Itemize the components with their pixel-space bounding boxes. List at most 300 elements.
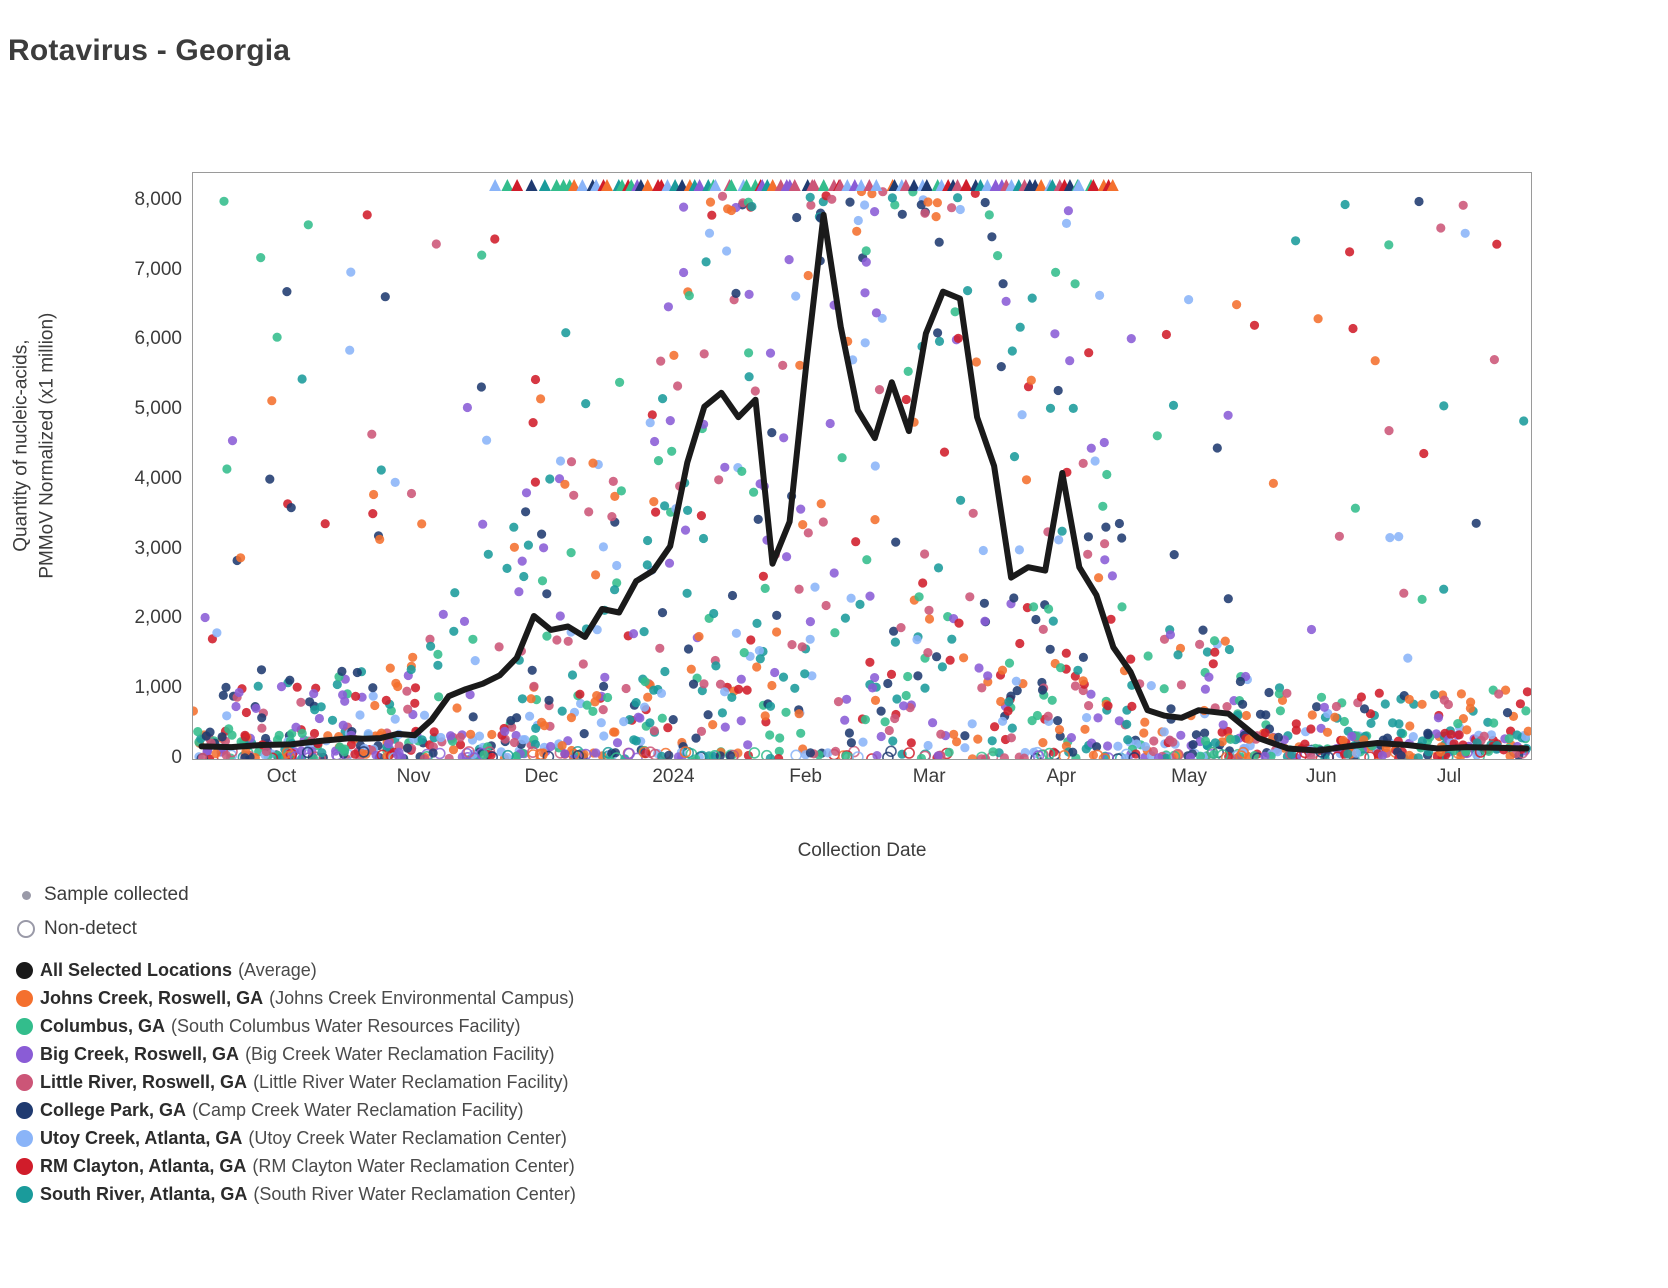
sample-point [767,681,776,690]
series-legend-item[interactable] [8,956,908,984]
series-color-swatch [8,1018,40,1035]
sample-point [965,592,974,601]
sample-point [1005,659,1014,668]
sample-point [752,619,761,628]
sample-point [840,716,849,725]
sample-point [1394,719,1403,728]
sample-point [531,375,540,384]
page-title: Rotavirus - Georgia [8,34,291,67]
marker-legend-label: Non-detect [44,918,137,939]
sample-point [538,576,547,585]
sample-point [641,677,650,686]
sample-point [417,519,426,528]
sample-point [622,684,631,693]
sample-point [704,710,713,719]
sample-point [872,751,881,759]
sample-point [1461,229,1470,238]
sample-point [254,682,263,691]
sample-point [1084,701,1093,710]
sample-point [706,198,715,207]
sample-point [697,511,706,520]
series-legend [8,956,908,1208]
sample-point [772,627,781,636]
sample-point [632,736,641,745]
sample-point [959,653,968,662]
sample-point [749,488,758,497]
sample-point [353,668,362,677]
sample-point [615,378,624,387]
sample-point [471,656,480,665]
sample-point [433,661,442,670]
sample-point [1282,689,1291,698]
sample-point [779,673,788,682]
sample-point [727,206,736,215]
sample-point [219,197,228,206]
sample-point [1122,720,1131,729]
sample-point [1176,731,1185,740]
sample-point [368,683,377,692]
sample-point [1242,711,1251,720]
sample-point [536,394,545,403]
sample-point [597,718,606,727]
chart-plot-area[interactable] [192,172,1532,760]
sample-point [1439,585,1448,594]
sample-point [817,499,826,508]
sample-point [1341,200,1350,209]
sample-point [1160,684,1169,693]
sample-point [386,664,395,673]
sample-point [463,403,472,412]
sample-point [898,210,907,219]
sample-point [599,731,608,740]
sample-point [806,617,815,626]
x-axis-tick-label: 2024 [652,766,695,787]
sample-point [1080,725,1089,734]
sample-point [766,349,775,358]
sample-point [810,583,819,592]
x-axis-tick-label: Apr [1046,766,1077,787]
sample-point [1103,701,1112,710]
sample-point [519,572,528,581]
sample-point [1008,346,1017,355]
sample-point [998,666,1007,675]
sample-point [512,713,521,722]
x-axis-tick-label: May [1171,766,1208,787]
sample-point [221,683,230,692]
sample-point [956,496,965,505]
sample-point [915,592,924,601]
sample-point [1222,702,1231,711]
sample-point [854,216,863,225]
sample-point [920,549,929,558]
sample-point [963,286,972,295]
sample-point [531,478,540,487]
series-legend-item[interactable] [8,1068,908,1096]
sample-point [977,683,986,692]
series-color-swatch [8,962,40,979]
sample-point [591,570,600,579]
non-detect-point [886,746,896,756]
series-legend-item[interactable] [8,1096,908,1124]
sample-point [282,287,291,296]
sample-point [1444,700,1453,709]
sample-point [1457,689,1466,698]
sample-point [1224,594,1233,603]
sample-point [1054,535,1063,544]
sample-point [1307,625,1316,634]
sample-point [367,430,376,439]
sample-point [1009,593,1018,602]
sample-point [1087,444,1096,453]
sample-point [722,246,731,255]
sample-point [737,675,746,684]
sample-point [806,635,815,644]
sample-point [1306,724,1315,733]
sample-point [885,726,894,735]
sample-point [1039,625,1048,634]
sample-point [870,515,879,524]
sample-point [1489,718,1498,727]
sample-point [1384,240,1393,249]
sample-point [537,530,546,539]
sample-point [1102,470,1111,479]
sample-point [527,694,536,703]
sample-point [257,724,266,733]
series-legend-item[interactable] [8,1040,908,1068]
sample-point [1095,291,1104,300]
sample-point [714,475,723,484]
sample-point [377,465,386,474]
sample-point [1046,645,1055,654]
sample-point [781,708,790,717]
sample-point [640,627,649,636]
sample-point [1250,321,1259,330]
sample-point [1352,749,1361,758]
x-axis-title: Collection Date [797,840,927,861]
sample-point [888,193,897,202]
sample-point [912,635,921,644]
sample-point [651,508,660,517]
sample-point [1516,699,1525,708]
sample-point [1480,732,1489,741]
detection-triangle-marker [511,179,523,191]
sample-point [1210,648,1219,657]
sample-point [708,720,717,729]
sample-point [819,517,828,526]
sample-point [1033,711,1042,720]
sample-point [778,361,787,370]
sample-point [1064,206,1073,215]
sample-point [222,464,231,473]
sample-point [663,723,672,732]
sample-point [727,693,736,702]
sample-point [384,739,393,748]
sample-point [1224,411,1233,420]
series-legend-item[interactable] [8,1012,908,1040]
sample-point [947,635,956,644]
marker-legend-item[interactable] [8,912,708,946]
sample-collected-icon [8,891,44,900]
sample-point [1320,703,1329,712]
series-color-swatch [8,1186,40,1203]
sample-point [579,659,588,668]
sample-point [689,680,698,689]
sample-point [1071,279,1080,288]
sample-point [665,559,674,568]
sample-point [1492,240,1501,249]
sample-point [847,738,856,747]
sample-point [321,519,330,528]
sample-point [1093,713,1102,722]
sample-point [822,601,831,610]
sample-point [918,578,927,587]
sample-point [989,747,998,756]
sample-point [317,702,326,711]
sample-point [923,197,932,206]
sample-point [1201,685,1210,694]
sample-point [584,507,593,516]
sample-point [482,436,491,445]
sample-point [1211,738,1220,747]
sample-point [477,382,486,391]
sample-point [369,490,378,499]
sample-point [940,448,949,457]
sample-point [841,614,850,623]
sample-point [1162,330,1171,339]
x-axis-tick-label: Jul [1436,766,1462,787]
detection-triangle-marker [526,179,538,191]
sample-point [514,587,523,596]
sample-point [525,712,534,721]
sample-point [556,611,565,620]
sample-point [522,488,531,497]
sample-point [477,251,486,260]
sample-point [1044,712,1053,721]
sample-point [650,437,659,446]
sample-point [449,627,458,636]
sample-point [804,528,813,537]
sample-point [607,512,616,521]
sample-point [193,727,202,736]
y-axis-tick-label: 7,000 [134,258,182,280]
sample-point [1399,589,1408,598]
y-axis-tick-label: 2,000 [134,607,182,629]
sample-point [643,693,652,702]
sample-point [1177,680,1186,689]
sample-point [988,736,997,745]
sample-point [466,730,475,739]
detection-triangle-marker [501,179,513,191]
sample-point [902,395,911,404]
sample-point [933,328,942,337]
series-color-swatch [8,990,40,1007]
sample-point [339,721,348,730]
sample-point [1067,733,1076,742]
sample-point [1141,742,1150,751]
sample-point [892,694,901,703]
sample-point [1414,197,1423,206]
series-color-swatch [8,1074,40,1091]
sample-point [529,418,538,427]
sample-point [687,665,696,674]
sample-point [862,258,871,267]
series-legend-facility: (South Columbus Water Resources Facility) [171,1015,521,1036]
sample-point [407,489,416,498]
sample-point [1221,637,1230,646]
sample-point [865,592,874,601]
sample-point [222,711,231,720]
sample-point [954,619,963,628]
sample-point [1100,438,1109,447]
series-legend-facility: (Average) [238,959,317,980]
sample-point [743,740,752,749]
series-legend-name: Johns Creek, Roswell, GA [40,987,264,1008]
sample-point [952,737,961,746]
sample-point [932,212,941,221]
sample-point [1055,725,1064,734]
sample-point [296,698,305,707]
sample-point [1062,219,1071,228]
x-axis-tick-label: Mar [912,766,946,787]
sample-point [433,650,442,659]
marker-legend-item[interactable] [8,878,708,912]
sample-point [728,591,737,600]
sample-point [925,614,934,623]
sample-point [766,754,775,759]
sample-point [340,747,349,756]
sample-point [1051,268,1060,277]
sample-point [1394,532,1403,541]
sample-point [1384,426,1393,435]
sample-point [646,418,655,427]
x-axis-tick-label: Jun [1305,766,1337,787]
sample-point [600,673,609,682]
sample-point [1195,640,1204,649]
sample-point [707,211,716,220]
sample-point [317,748,326,757]
sample-point [201,613,210,622]
sample-point [619,717,628,726]
sample-point [664,751,673,759]
series-legend-item[interactable] [8,1152,908,1180]
sample-point [981,198,990,207]
series-legend-item[interactable] [8,984,908,1012]
sample-point [667,447,676,456]
sample-point [1490,355,1499,364]
sample-point [1127,334,1136,343]
sample-point [1189,740,1198,749]
sample-point [1127,702,1136,711]
sample-point [1084,532,1093,541]
sample-point [980,617,989,626]
series-legend-item[interactable] [8,1180,908,1208]
sample-point [806,201,815,210]
sample-point [743,686,752,695]
sample-point [1523,687,1531,696]
sample-point [1053,716,1062,725]
series-legend-item[interactable] [8,1124,908,1152]
sample-point [1466,704,1475,713]
series-legend-facility: (Big Creek Water Reclamation Facility) [245,1043,555,1064]
sample-point [1056,663,1065,672]
series-legend-name: Utoy Creek, Atlanta, GA [40,1127,243,1148]
sample-point [855,600,864,609]
sample-point [969,509,978,518]
detection-triangle-marker [576,179,588,191]
sample-point [1029,602,1038,611]
sample-point [658,608,667,617]
sample-point [831,747,840,756]
sample-point [561,328,570,337]
sample-point [1153,431,1162,440]
sample-point [806,748,815,757]
sample-point [287,503,296,512]
sample-point [985,210,994,219]
sample-point [1004,697,1013,706]
sample-point [1117,602,1126,611]
sample-point [556,456,565,465]
sample-point [1256,710,1265,719]
sample-point [993,251,1002,260]
sample-point [1209,659,1218,668]
sample-point [408,653,417,662]
series-legend-name: Big Creek, Roswell, GA [40,1043,240,1064]
sample-point [1031,615,1040,624]
sample-point [709,609,718,618]
sample-point [1462,725,1471,734]
sample-point [1375,689,1384,698]
non-detect-icon [8,920,44,938]
sample-point [756,654,765,663]
sample-point [1038,738,1047,747]
sample-point [1083,550,1092,559]
series-legend-name: RM Clayton, Atlanta, GA [40,1155,247,1176]
sample-point [827,195,836,204]
sample-point [211,749,220,758]
sample-point [902,691,911,700]
sample-point [826,419,835,428]
sample-point [990,722,999,731]
sample-point [1292,719,1301,728]
sample-point [721,723,730,732]
sample-point [426,642,435,651]
sample-point [591,748,600,757]
sample-point [558,707,567,716]
sample-point [720,687,729,696]
sample-point [923,648,932,657]
sample-point [891,538,900,547]
sample-point [1405,721,1414,730]
sample-point [391,715,400,724]
sample-point [612,561,621,570]
sample-point [449,745,458,754]
sample-point [251,704,260,713]
sample-point [731,289,740,298]
detection-triangle-marker [1073,179,1085,191]
sample-point [842,695,851,704]
sample-point [285,676,294,685]
y-axis-tick-label: 3,000 [134,537,182,559]
sample-point [402,687,411,696]
sample-point [634,713,643,722]
sample-point [542,589,551,598]
sample-point [872,308,881,317]
sample-point [1012,677,1021,686]
sample-point [951,307,960,316]
sample-point [1010,452,1019,461]
sample-point [521,507,530,516]
sample-point [529,682,538,691]
